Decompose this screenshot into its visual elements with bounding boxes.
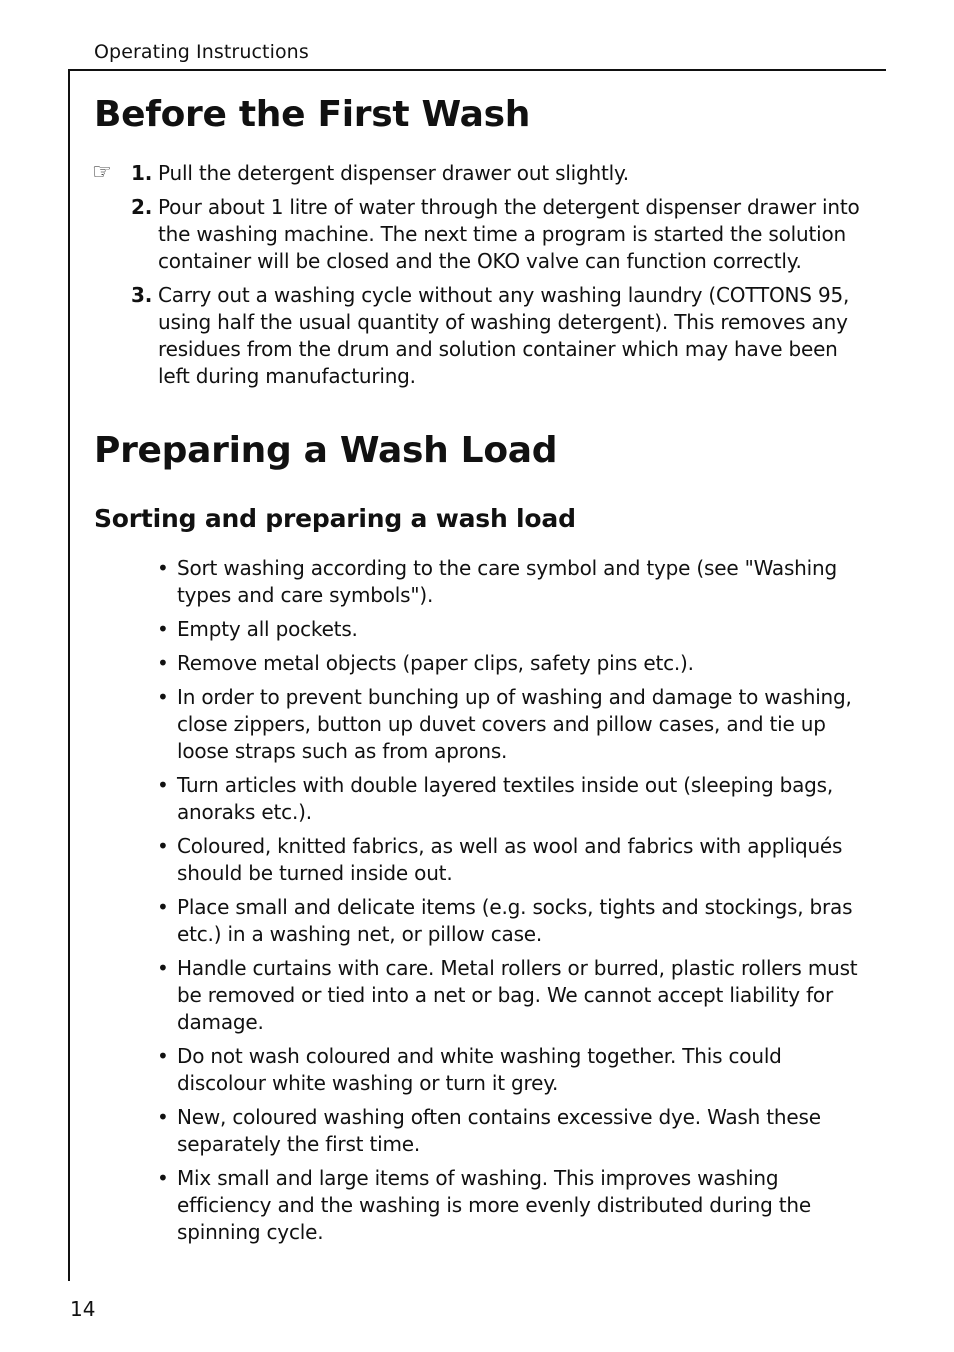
bullet-item [94, 650, 864, 677]
bullet-item [94, 894, 864, 948]
bullet-icon: • [157, 834, 169, 858]
bullet-icon: • [157, 1044, 169, 1068]
bullet-icon: • [157, 556, 169, 580]
page-header-label: Operating Instructions [94, 41, 309, 63]
bullet-item [94, 772, 864, 826]
bullet-text: Place small and delicate items (e.g. socks, tights and stockings, bras etc.) in a washing net, or pillow case. [177, 895, 853, 946]
margin-rule [68, 69, 70, 1281]
step-text: Pull the detergent dispenser drawer out slightly. [158, 161, 629, 185]
step-number: 2. [131, 195, 153, 219]
bullet-item [94, 684, 864, 765]
bullet-item [94, 1165, 864, 1246]
bullet-text: Handle curtains with care. Metal rollers or burred, plastic rollers must be removed or tied into a net or bag. We cannot accept liability for damage. [177, 956, 858, 1034]
step-item [94, 160, 864, 187]
section-title-before-first-wash: Before the First Wash [94, 94, 531, 135]
step-number: 3. [131, 283, 153, 307]
step-text: Pour about 1 litre of water through the detergent dispenser drawer into the washing machine. The next time a program is started the solution container will be closed and the OKO valve can function correctly. [158, 195, 860, 273]
bullet-text: Do not wash coloured and white washing together. This could discolour white washing or turn it grey. [177, 1044, 782, 1095]
bullet-item [94, 955, 864, 1036]
bullet-icon: • [157, 773, 169, 797]
bullet-text: Mix small and large items of washing. This improves washing efficiency and the washing is more evenly distributed during the spinning cycle. [177, 1166, 811, 1244]
bullet-text: Remove metal objects (paper clips, safety pins etc.). [177, 651, 694, 675]
bullet-icon: • [157, 617, 169, 641]
step-text: Carry out a washing cycle without any washing laundry (COTTONS 95, using half the usual quantity of washing detergent). This removes any residues from the drum and solution container which may have been left during manufacturing. [158, 283, 850, 388]
bullet-item [94, 616, 864, 643]
bullet-text: Sort washing according to the care symbol and type (see "Washing types and care symbols"). [177, 556, 837, 607]
step-item [94, 282, 864, 390]
step-number: 1. [131, 161, 153, 185]
page-content [94, 92, 864, 1253]
section-title-preparing-wash-load: Preparing a Wash Load [94, 430, 558, 471]
bullet-icon: • [157, 1166, 169, 1190]
bullet-item [94, 555, 864, 609]
bullet-icon: • [157, 651, 169, 675]
pointing-hand-icon: ☞ [92, 160, 112, 185]
bullet-text: New, coloured washing often contains excessive dye. Wash these separately the first time. [177, 1105, 821, 1156]
bullet-item [94, 1104, 864, 1158]
bullet-text: Coloured, knitted fabrics, as well as wool and fabrics with appliqués should be turned inside out. [177, 834, 843, 885]
bullet-item [94, 833, 864, 887]
bullet-icon: • [157, 685, 169, 709]
sorting-bullet-list [94, 555, 864, 1246]
bullet-icon: • [157, 956, 169, 980]
bullet-item [94, 1043, 864, 1097]
step-item [94, 194, 864, 275]
bullet-text: Empty all pockets. [177, 617, 358, 641]
subsection-title-sorting: Sorting and preparing a wash load [94, 504, 576, 533]
bullet-text: Turn articles with double layered textiles inside out (sleeping bags, anoraks etc.). [177, 773, 834, 824]
bullet-text: In order to prevent bunching up of washing and damage to washing, close zippers, button up duvet covers and pillow cases, and tie up loose straps such as from aprons. [177, 685, 852, 763]
page-number: 14 [70, 1297, 96, 1321]
bullet-icon: • [157, 1105, 169, 1129]
bullet-icon: • [157, 895, 169, 919]
step-list [94, 160, 864, 390]
header-rule [68, 69, 886, 71]
